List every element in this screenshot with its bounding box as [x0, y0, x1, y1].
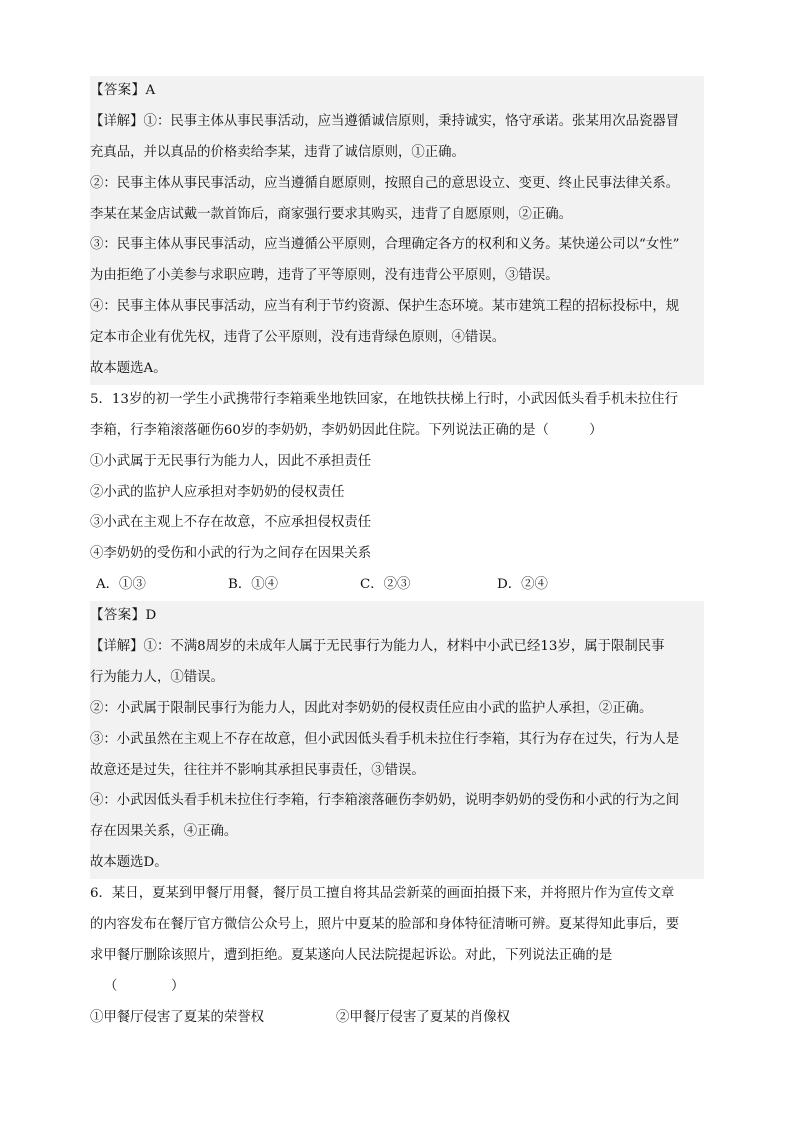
- explanation-line: 行为能力人，①错误。: [90, 663, 704, 694]
- explanation-line: 【详解】①：民事主体从事民事活动，应当遵循诚信原则，秉持诚实，恪守承诺。张某用次品瓷器冒: [90, 107, 704, 138]
- question-6-stem: 的内容发布在餐厅官方微信公众号上，照片中夏某的脸部和身体特征清晰可辨。夏某得知此事后，要: [90, 917, 680, 933]
- page-content: [90, 76, 704, 1034]
- choice-b: B．①④: [228, 577, 279, 593]
- explanation-line: 充真品，并以真品的价格卖给李某，违背了诚信原则，①正确。: [90, 138, 704, 169]
- explanation-line: 故意还是过失，往往并不影响其承担民事责任，③错误。: [90, 756, 704, 787]
- answer-label-q4: 【答案】A: [90, 76, 704, 107]
- question-5-item: ②小武的监护人应承担对李奶奶的侵权责任: [90, 484, 345, 500]
- explanation-line: ③：民事主体从事民事活动，应当遵循公平原则，合理确定各方的权利和义务。某快递公司以“女性”: [90, 230, 704, 261]
- question-6-items: [90, 1003, 704, 1034]
- question-5-item: ③小武在主观上不存在故意，不应承担侵权责任: [90, 515, 372, 531]
- explanation-line: 李某在某金店试戴一款首饰后，商家强行要求其购买，违背了自愿原则，②正确。: [90, 200, 704, 231]
- conclusion-line: 故本题选D。: [90, 848, 704, 879]
- explanation-line: ④：小武因低头看手机未拉住行李箱，行李箱滚落砸伤李奶奶，说明李奶奶的受伤和小武的行为之间: [90, 786, 704, 817]
- choice-c: C．②③: [360, 577, 411, 593]
- choice-a: A．①③: [96, 577, 146, 593]
- question-6-item: ①甲餐厅侵害了夏某的荣誉权: [90, 1009, 265, 1025]
- explanation-line: ④：民事主体从事民事活动，应当有利于节约资源、保护生态环境。某市建筑工程的招标投标中，规: [90, 292, 704, 323]
- choice-d: D．②④: [497, 577, 548, 593]
- explanation-line: ②：民事主体从事民事活动，应当遵循自愿原则，按照自己的意思设立、变更、终止民事法律关系。: [90, 169, 704, 200]
- conclusion-line: 故本题选A。: [90, 354, 704, 385]
- question-6-item: ②甲餐厅侵害了夏某的肖像权: [336, 1009, 511, 1025]
- question-5-item: ④李奶奶的受伤和小武的行为之间存在因果关系: [90, 546, 372, 562]
- explanation-line: 为由拒绝了小美参与求职应聘，违背了平等原则，没有违背公平原则，③错误。: [90, 261, 704, 292]
- question-5-stem: 5．13岁的初一学生小武携带行李箱乘坐地铁回家，在地铁扶梯上行时，小武因低头看手机未拉住行: [90, 391, 678, 407]
- explanation-line: 定本市企业有优先权，违背了公平原则，没有违背绿色原则，④错误。: [90, 323, 704, 354]
- question-6-blank: （ ）: [104, 978, 185, 994]
- question-5-stem: 李箱，行李箱滚落砸伤60岁的李奶奶，李奶奶因此住院。下列说法正确的是（ ）: [90, 422, 603, 438]
- question-5-choices: [90, 570, 704, 601]
- explanation-line: 存在因果关系，④正确。: [90, 817, 704, 848]
- explanation-line: ③：小武虽然在主观上不存在故意，但小武因低头看手机未拉住行李箱，其行为存在过失，行为人是: [90, 725, 704, 756]
- question-6-stem: 6．某日，夏某到甲餐厅用餐，餐厅员工擅自将其品尝新菜的画面拍摄下来，并将照片作为宣传文章: [90, 886, 675, 902]
- explanation-line: 【详解】①：不满8周岁的未成年人属于无民事行为能力人，材料中小武已经13岁，属于限制民事: [90, 632, 704, 663]
- question-5-item: ①小武属于无民事行为能力人，因此不承担责任: [90, 453, 372, 469]
- answer-label-q5: 【答案】D: [90, 601, 704, 632]
- explanation-line: ②：小武属于限制民事行为能力人，因此对李奶奶的侵权责任应由小武的监护人承担，②正确。: [90, 694, 704, 725]
- question-6-stem: 求甲餐厅删除该照片，遭到拒绝。夏某遂向人民法院提起诉讼。对此，下列说法正确的是: [90, 947, 613, 963]
